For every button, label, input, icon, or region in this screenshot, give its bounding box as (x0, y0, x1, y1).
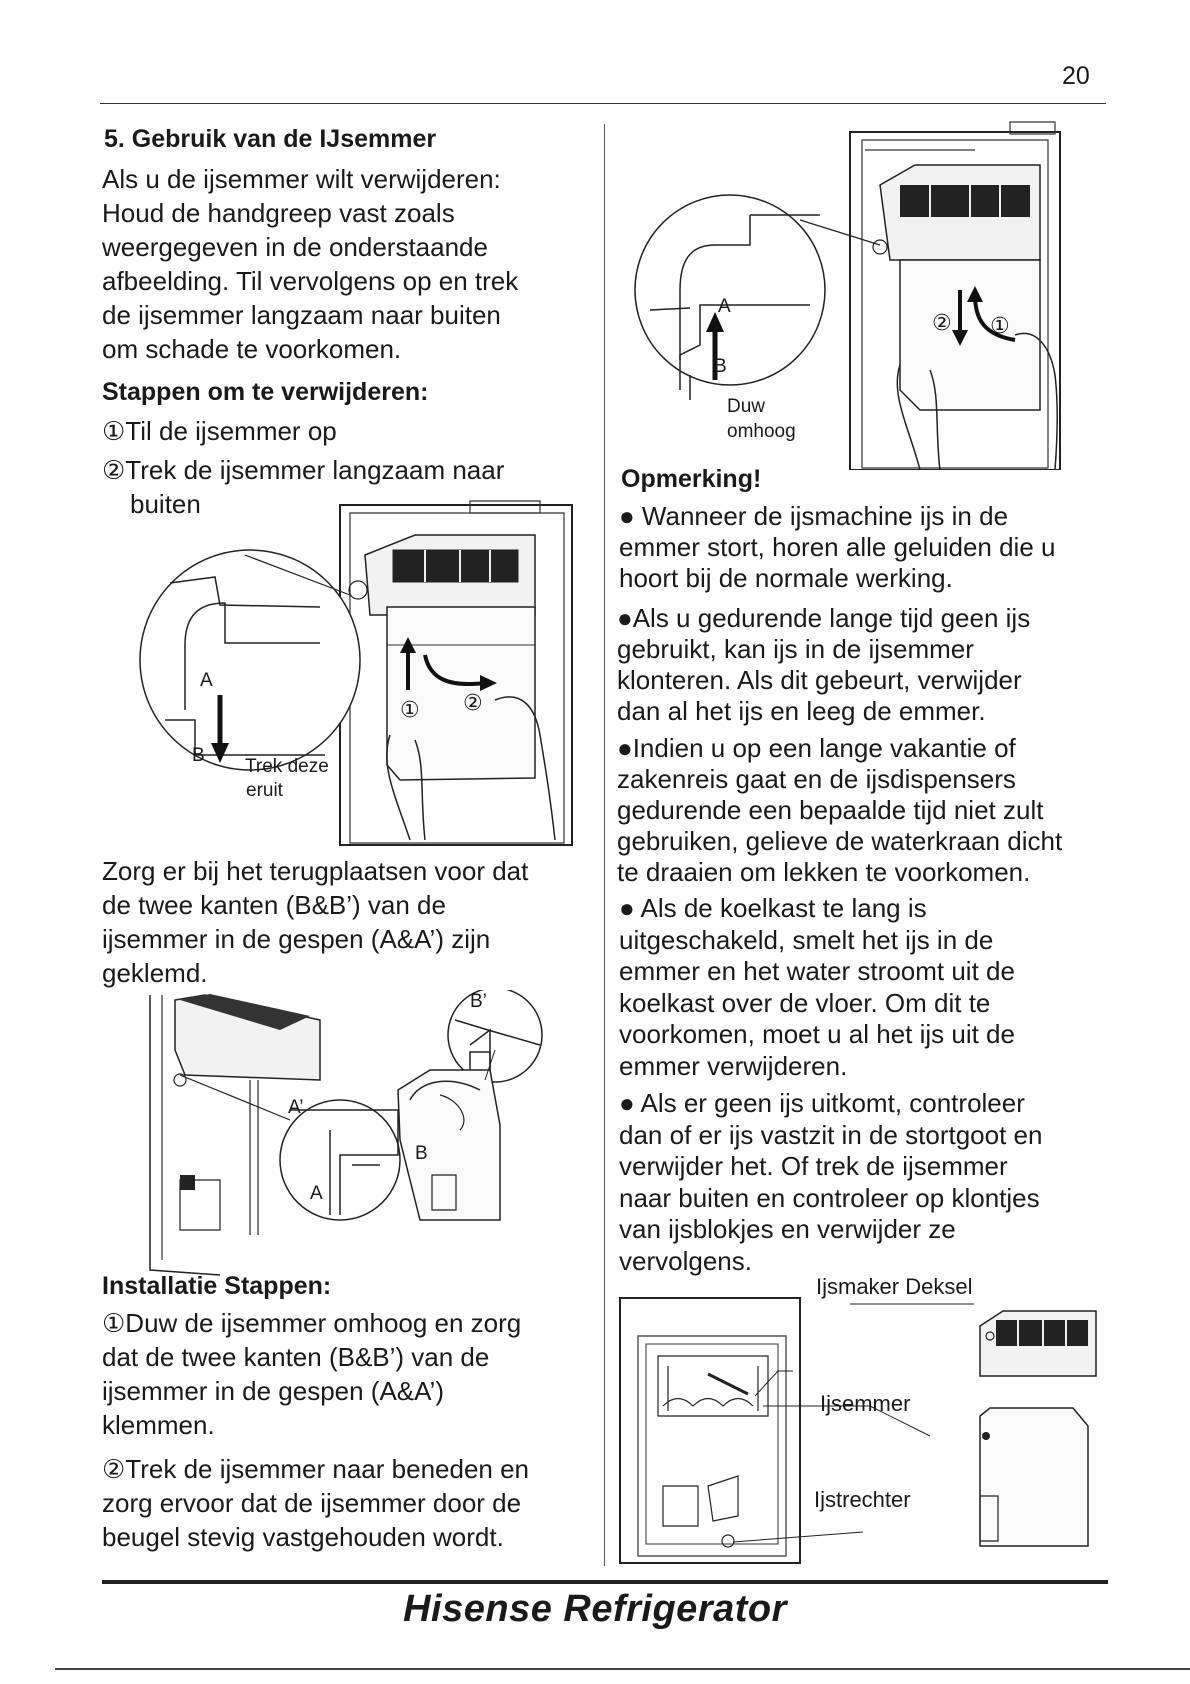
install-step-1-line: ijsemmer in de gespen (A&A’) (102, 1376, 444, 1406)
note-line: dan al het ijs en leeg de emmer. (617, 696, 986, 726)
install-step-1-line: dat de twee kanten (B&B’) van de (102, 1342, 490, 1372)
fig2-label-b: B (415, 1143, 428, 1164)
figure-push-up (630, 110, 1070, 470)
note-line: ● Wanneer de ijsmachine ijs in de (619, 501, 1009, 531)
fig1-pull-text-cont: eruit (246, 780, 283, 801)
remove-heading: Stappen om te verwijderen: (102, 378, 429, 406)
note-bullet-4 (619, 893, 1015, 1082)
install-step-2 (102, 1452, 529, 1554)
fig3-push-text: Duw (727, 396, 766, 417)
note-line: gebruikt, kan ijs in de ijsemmer (617, 634, 974, 664)
section-title: 5. Gebruik van de IJsemmer (104, 125, 437, 153)
note-line: uitgeschakeld, smelt het ijs in de (619, 924, 994, 955)
fig3-step-1-marker: ① (990, 313, 1010, 338)
install-step-1 (102, 1306, 521, 1442)
note-line: klonteren. Als dit gebeurt, verwijder (617, 665, 1022, 695)
intro-line: de ijsemmer langzaam naar buiten (102, 300, 501, 330)
note-line: koelkast over de vloer. Om dit te (619, 987, 991, 1018)
fig4-label-bucket: Ijsemmer (820, 1391, 911, 1416)
note-line: emmer en het water stroomt uit de (619, 956, 1015, 986)
figure-clip-detail (140, 990, 590, 1290)
fig1-step-1-marker: ① (400, 697, 420, 722)
remove-step-2-cont: buiten (130, 489, 201, 519)
install-step-2-line: zorg ervoor dat de ijsemmer door de (102, 1488, 522, 1518)
install-step-1-line: ①Duw de ijsemmer omhoog en zorg (102, 1308, 522, 1338)
install-step-1-line: klemmen. (102, 1410, 215, 1440)
note-line: voorkomen, moet u al het ijs uit de (619, 1019, 1015, 1049)
column-divider (604, 124, 605, 1566)
page-number: 20 (1062, 62, 1090, 90)
intro-line: om schade te voorkomen. (102, 334, 402, 364)
remove-step-2: ②Trek de ijsemmer langzaam naar (102, 455, 505, 485)
note-line: dan of er ijs vastzit in de stortgoot en (619, 1119, 1043, 1150)
note-line: van ijsblokjes en verwijder ze (619, 1214, 956, 1244)
fig3-step-2-marker: ② (932, 310, 952, 335)
reinsert-line: ijsemmer in de gespen (A&A’) zijn (102, 924, 491, 954)
intro-line: Houd de handgreep vast zoals (102, 198, 455, 228)
fig4-label-cover: Ijsmaker Deksel (816, 1274, 973, 1299)
note-line: vervolgens. (619, 1245, 752, 1276)
note-bullet-5 (619, 1088, 1042, 1277)
fig3-label-b: B (714, 356, 727, 377)
note-line: hoort bij de normale werking. (619, 563, 953, 593)
note-line: verwijder het. Of trek de ijsemmer (619, 1151, 1008, 1181)
note-line: zakenreis gaat en de ijsdispensers (617, 764, 1016, 794)
install-heading: Installatie Stappen: (102, 1272, 332, 1300)
fig3-push-text-cont: omhoog (727, 421, 796, 442)
intro-paragraph (102, 162, 518, 366)
fig1-label-b: B (192, 745, 205, 766)
note-line: emmer verwijderen. (619, 1050, 848, 1081)
note-line: ●Als u gedurende lange tijd geen ijs (617, 603, 1031, 633)
install-step-2-line: beugel stevig vastgehouden wordt. (102, 1522, 504, 1552)
fig2-label-a-prime: A’ (288, 1097, 304, 1118)
header-rule (100, 103, 1106, 104)
note-bullet-1 (619, 501, 1055, 594)
note-line: te draaien om lekken te voorkomen. (617, 857, 1031, 887)
intro-line: weergegeven in de onderstaande (102, 232, 488, 262)
reinsert-paragraph (102, 854, 528, 990)
note-line: emmer stort, horen alle geluiden die u (619, 532, 1056, 562)
install-step-2-line: ②Trek de ijsemmer naar beneden en (102, 1454, 530, 1484)
figure-parts-overview (618, 1296, 1108, 1566)
reinsert-line: de twee kanten (B&B’) van de (102, 890, 446, 920)
fig1-pull-text: Trek deze (245, 756, 329, 777)
footer-rule (102, 1580, 1108, 1584)
note-line: ● Als er geen ijs uitkomt, controleer (619, 1088, 1025, 1118)
note-heading: Opmerking! (621, 465, 762, 493)
reinsert-line: Zorg er bij het terugplaatsen voor dat (102, 856, 529, 886)
remove-step-1: ①Til de ijsemmer op (102, 416, 337, 446)
fig2-label-a: A (310, 1183, 323, 1204)
note-bullet-3 (617, 733, 1062, 888)
fig1-step-2-marker: ② (463, 690, 483, 715)
fig3-label-a: A (718, 296, 731, 317)
fig4-label-chute: Ijstrechter (814, 1487, 911, 1512)
note-line: ●Indien u op een lange vakantie of (617, 733, 1016, 763)
note-line: ● Als de koelkast te lang is (619, 893, 927, 923)
intro-line: afbeelding. Til vervolgens op en trek (102, 266, 519, 296)
note-bullet-2 (617, 603, 1030, 727)
note-line: gebruiken, gelieve de waterkraan dicht (617, 826, 1063, 856)
note-line: naar buiten en controleer op klontjes (619, 1182, 1040, 1213)
intro-line: Als u de ijsemmer wilt verwijderen: (102, 164, 501, 194)
note-line: gedurende een bepaalde tijd niet zult (617, 795, 1044, 825)
reinsert-line: geklemd. (102, 958, 208, 988)
fig1-label-a: A (200, 670, 213, 691)
page-bottom-rule (55, 1668, 1190, 1670)
fig2-label-b-prime: B’ (470, 991, 487, 1012)
figure-remove-bucket (125, 495, 580, 850)
brand-logo: Hisense Refrigerator (403, 1588, 787, 1630)
